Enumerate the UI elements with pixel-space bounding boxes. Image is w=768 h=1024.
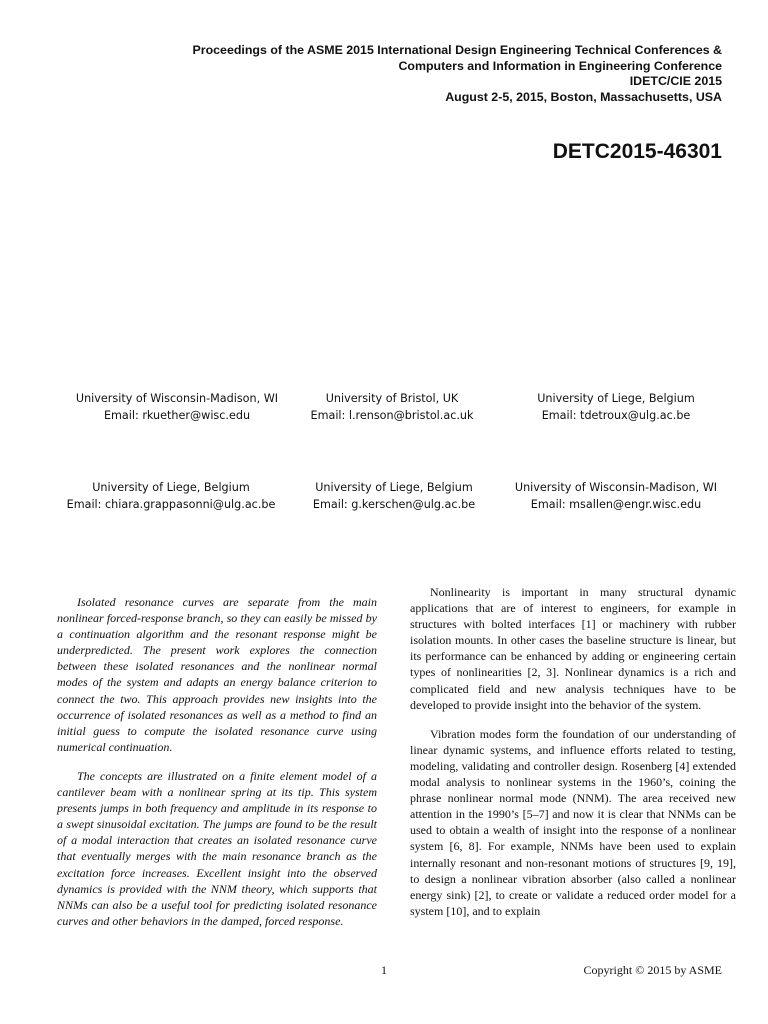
affiliation-email: Email: chiara.grappasonni@ulg.ac.be: [66, 498, 276, 511]
affiliation-email: Email: g.kerschen@ulg.ac.be: [312, 498, 476, 511]
abstract-paragraph-2: The concepts are illustrated on a finite element model of a cantilever beam with a nonlinear spring at its tip. This system presents jumps in both frequency and amplitude in its response to a swept sinusoidal excitation. The jumps are found to be the result of a modal interaction that creates an isolated resonance curve that eventually merges with the main resonance branch as the excitation force increases. Excellent insight into the observed dynamics is provided with the NNM theory, which supports that NNMs can also be a useful tool for predicting isolated resonance curves and other behaviors in the damped, forced response.: [57, 768, 377, 928]
affiliation-4: [46, 479, 296, 513]
abstract-column: [57, 594, 377, 942]
affiliation-institution: University of Liege, Belgium: [315, 481, 473, 494]
paper-id: DETC2015-46301: [552, 140, 722, 163]
affiliation-institution: University of Liege, Belgium: [92, 481, 250, 494]
abstract-paragraph-1: Isolated resonance curves are separate from the main nonlinear forced-response branch, so they can easily be missed by a continuation algorithm and the resonant response might be underpredicted. The present work explores the connection between these isolated resonances and the nonlinear normal modes of the system and adapts an energy balance criterion to connect the two. This approach provides new insights into the occurrence of isolated resonances as well as a method to find an initial guess to compute the isolated resonance curve using numerical continuation.: [57, 595, 377, 754]
header-line-2: Computers and Information in Engineering Conference: [398, 58, 722, 73]
introduction-column: [410, 584, 736, 932]
affiliation-institution: University of Bristol, UK: [325, 392, 459, 405]
copyright-notice: Copyright © 2015 by ASME: [583, 963, 722, 977]
affiliation-1: [52, 390, 302, 424]
header-line-4: August 2-5, 2015, Boston, Massachusetts, USA: [445, 89, 722, 104]
affiliation-email: Email: l.renson@bristol.ac.uk: [310, 409, 474, 422]
page-number: 1: [381, 963, 387, 977]
affiliation-email: Email: msallen@engr.wisc.edu: [530, 498, 702, 511]
affiliation-email: Email: tdetroux@ulg.ac.be: [541, 409, 691, 422]
affiliation-email: Email: rkuether@wisc.edu: [103, 409, 251, 422]
affiliation-3: [491, 390, 741, 424]
affiliation-5: [269, 479, 519, 513]
affiliation-6: [491, 479, 741, 513]
header-line-1: Proceedings of the ASME 2015 International Design Engineering Technical Conferences &: [192, 43, 722, 57]
affiliation-institution: University of Liege, Belgium: [537, 392, 695, 405]
affiliation-institution: University of Wisconsin-Madison, WI: [514, 481, 718, 494]
affiliation-2: [267, 390, 517, 424]
header-line-3: IDETC/CIE 2015: [629, 74, 722, 88]
body-paragraph-1: Nonlinearity is important in many structural dynamic applications that are of interest to engineers, for example in structures with bolted interfaces [1] or machinery with rubber isolation mounts. In other cases the baseline structure is linear, but its performance can be enhanced by adding or engineering certain types of nonlinearities [2, 3]. Nonlinear dynamics is a rich and complicated field and new analysis techniques have to be developed to provide insight into the behavior of the system.: [410, 585, 736, 712]
body-paragraph-2: Vibration modes form the foundation of our understanding of linear dynamic systems, and influence efforts related to testing, modeling, validating and controller design. Rosenberg [4] extended modal analysis to nonlinear systems in the 1960’s, coining the phrase nonlinear normal mode (NNM). The area received new attention in the 1990’s [5–7] and now it is clear that NNMs can be used to obtain a wealth of insight into the response of a nonlinear system [6, 8]. For example, NNMs have been used to explain internally resonant and non-resonant motions of structures [9, 19], to design a nonlinear vibration absorber (also called a nonlinear energy sink) [2], to create or validate a reduced order model for a system [10], and to explain: [410, 726, 736, 918]
affiliation-institution: University of Wisconsin-Madison, WI: [75, 392, 279, 405]
proceedings-header: [102, 43, 722, 105]
